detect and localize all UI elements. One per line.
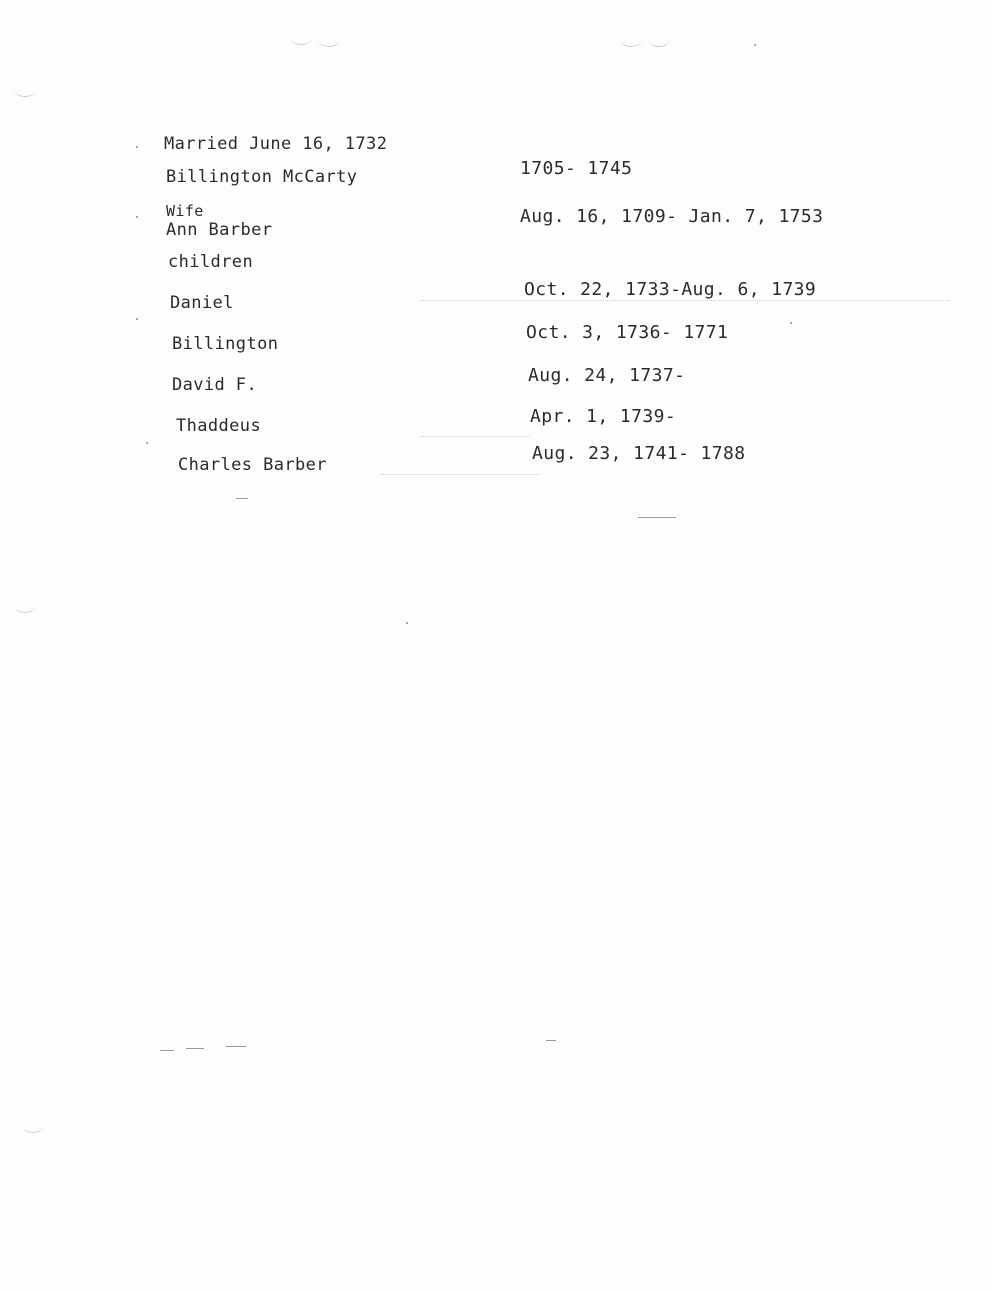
scan-mark — [620, 32, 642, 47]
speck — [146, 442, 148, 444]
husband-name: Billington McCarty — [166, 167, 358, 187]
speck — [754, 44, 756, 46]
speck — [790, 322, 792, 324]
stray-mark — [160, 1050, 174, 1051]
scan-mark — [14, 82, 36, 97]
children-label: children — [168, 252, 254, 272]
stray-mark — [546, 1040, 556, 1041]
speck — [406, 622, 408, 624]
child-name: Charles Barber — [178, 455, 327, 475]
wife-dates: Aug. 16, 1709- Jan. 7, 1753 — [520, 206, 824, 227]
scan-mark — [22, 1118, 44, 1133]
child-name: Billington — [172, 334, 279, 354]
scan-mark — [290, 30, 312, 45]
marriage-line: Married June 16, 1732 — [164, 134, 388, 154]
wife-name: Ann Barber — [166, 220, 273, 240]
child-dates: Oct. 3, 1736- 1771 — [526, 322, 729, 343]
stray-mark — [236, 498, 248, 499]
scan-mark — [318, 32, 340, 47]
stray-mark — [226, 1046, 246, 1047]
scan-line — [380, 474, 540, 475]
speck — [136, 146, 138, 148]
scan-mark — [14, 598, 36, 613]
child-name: David F. — [172, 375, 258, 395]
scan-mark — [648, 32, 670, 47]
scan-line — [420, 436, 530, 437]
husband-dates: 1705- 1745 — [520, 158, 633, 179]
stray-mark — [638, 517, 676, 518]
scan-line — [420, 300, 950, 301]
stray-mark — [186, 1048, 204, 1049]
child-dates: Apr. 1, 1739- — [530, 406, 677, 427]
speck — [136, 318, 138, 320]
wife-label: Wife — [166, 202, 204, 220]
child-dates: Aug. 24, 1737- — [528, 365, 686, 386]
child-name: Daniel — [170, 293, 234, 313]
speck — [136, 216, 138, 218]
child-dates: Aug. 23, 1741- 1788 — [532, 443, 746, 464]
child-name: Thaddeus — [176, 416, 262, 436]
child-dates: Oct. 22, 1733-Aug. 6, 1739 — [524, 279, 817, 300]
